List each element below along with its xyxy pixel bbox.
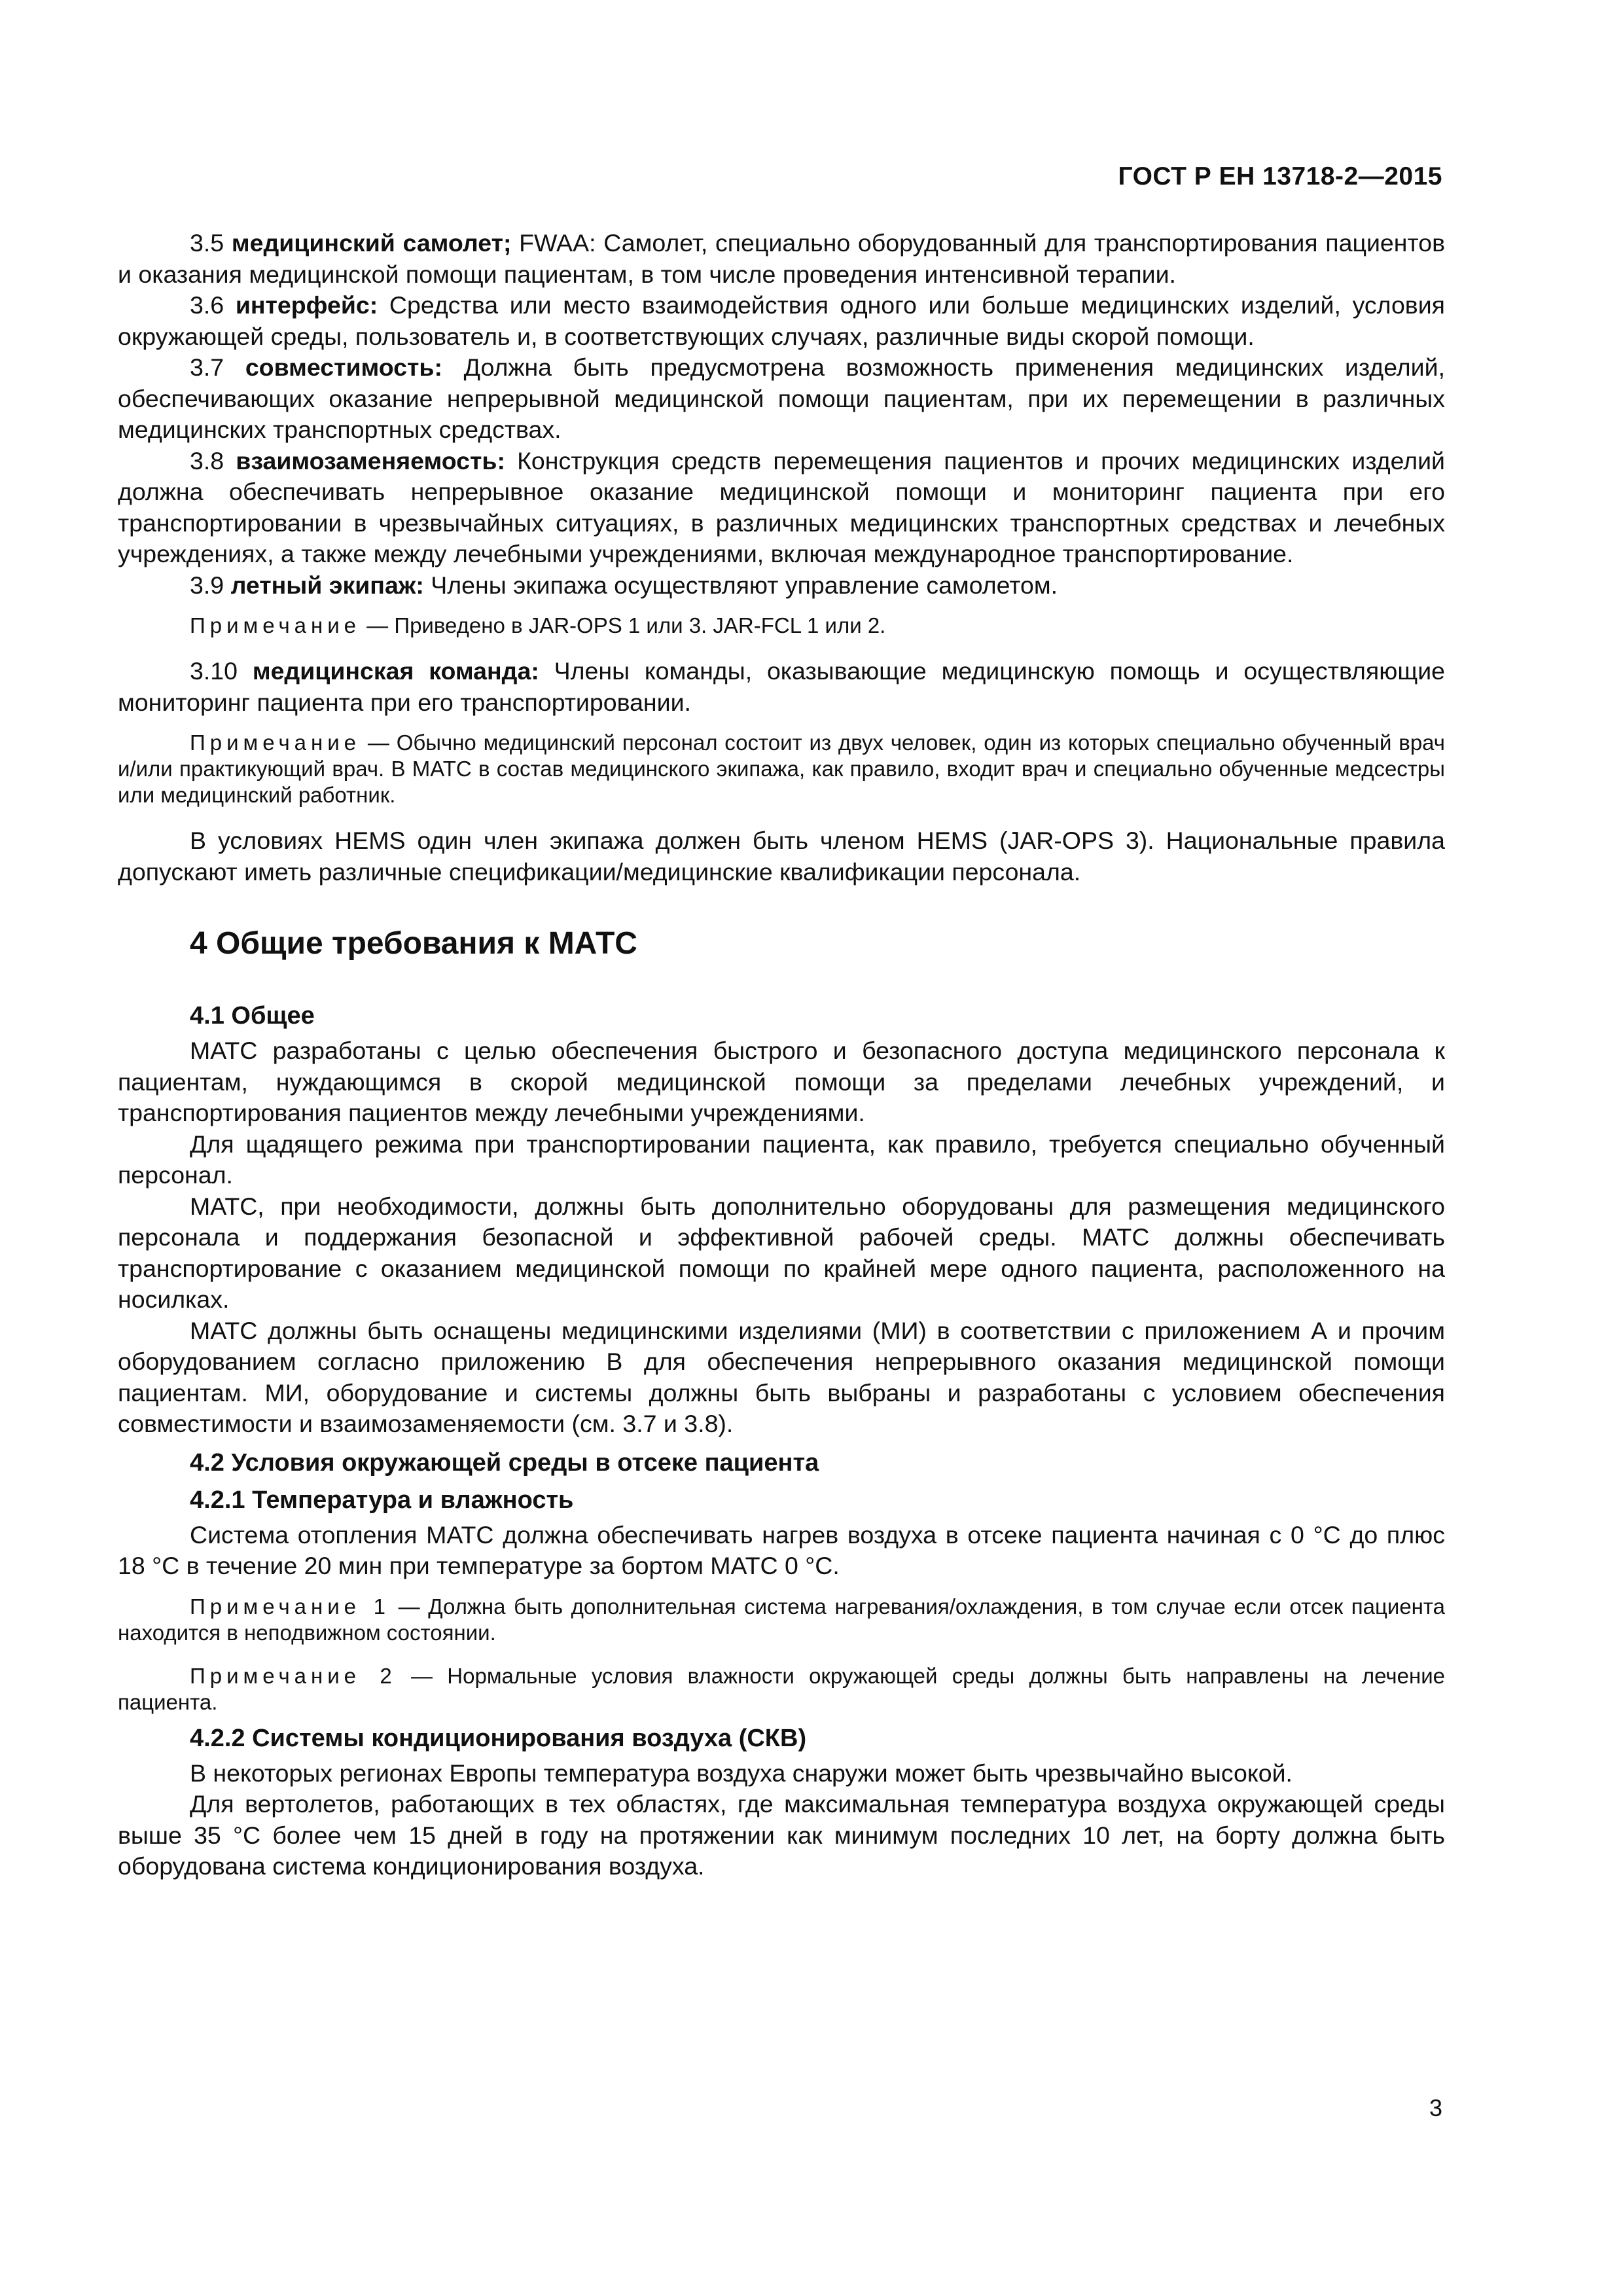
term-definition: Члены команды, оказывающие медицинскую помощь и осуществляющие мониторинг пациента при его транспортировании. [118, 657, 1445, 716]
section-4-1-title: 4.1 Общее [190, 1002, 315, 1030]
note-label: Примечание 2 [190, 1663, 397, 1688]
note-3-9 [118, 613, 1445, 639]
section-4-1-paragraph-4: МАТС должны быть оснащены медицинскими изделиями (МИ) в соответствии с приложением А и прочим оборудованием согласно приложению В для обеспечения непрерывного оказания медицинской помощи пациентам. МИ, оборудование и системы должны быть выбраны и разработаны с условием обеспечения совместимости и взаимозаменяемости (см. 3.7 и 3.8). [118, 1316, 1445, 1437]
term-definition: FWAA: Самолет, специально оборудованный для транспортирования пациентов и оказания медицинской помощи пациентам, в том числе проведения интенсивной терапии. [118, 229, 1445, 288]
term-definition: Должна быть предусмотрена возможность применения медицинских изделий, обеспечивающих оказание непрерывной медицинской помощи пациентам, при их перемещении в различных медицинских транспортных средствах. [118, 353, 1445, 443]
note-4-2-1-2 [118, 1663, 1445, 1715]
term-3-10 [118, 656, 1445, 718]
note-text: — Должна быть дополнительная система нагревания/охлаждения, в том случае если отсек пациента находится в неподвижном состоянии. [118, 1594, 1446, 1645]
term-3-9 [118, 570, 1445, 601]
section-4-2-2-paragraph-2: Для вертолетов, работающих в тех областях, где максимальная температура воздуха окружающей среды выше 35 °С более чем 15 дней в году на протяжении как минимум последних 10 лет, на борту должна быть оборудована система кондиционирования воздуха. [118, 1790, 1445, 1880]
term-3-6 [118, 290, 1445, 352]
note-3-10 [118, 730, 1445, 808]
section-4-2-1-title: 4.2.1 Температура и влажность [190, 1486, 574, 1514]
document-id-header: ГОСТ Р ЕН 13718-2—2015 [1118, 162, 1442, 190]
section-4-2-2-title: 4.2.2 Системы кондиционирования воздуха (СКВ) [190, 1724, 807, 1752]
term-number: 3.10 [190, 657, 238, 685]
section-4-1-paragraph-2: Для щадящего режима при транспортировании пациента, как правило, требуется специально обученный персонал. [118, 1130, 1445, 1189]
section-4-2-title: 4.2 Условия окружающей среды в отсеке пациента [190, 1448, 819, 1477]
document-body [118, 228, 1445, 1882]
term-definition: Члены экипажа осуществляют управление самолетом. [423, 571, 1058, 599]
term-3-7 [118, 352, 1445, 446]
section-4-2-1-paragraph-1: Система отопления МАТС должна обеспечивать нагрев воздуха в отсеке пациента начиная с 0 °С до плюс 18 °С в течение 20 мин при температуре за бортом МАТС 0 °С. [118, 1520, 1445, 1579]
note-label: Примечание 1 [190, 1594, 390, 1619]
page-number: 3 [1429, 2094, 1442, 2121]
section-4-2-2-paragraph-1: В некоторых регионах Европы температура воздуха снаружи может быть чрезвычайно высокой. [190, 1759, 1293, 1787]
note-3-10-continuation: В условиях HEMS один член экипажа должен быть членом HEMS (JAR-OPS 3). Национальные правила допускают иметь различные спецификации/медицинские квалификации персонала. [118, 827, 1445, 886]
term-definition: Конструкция средств перемещения пациентов и прочих медицинских изделий должна обеспечивать непрерывное оказание медицинской помощи и мониторинг пациента при его транспортировании в чрезвычайных ситуациях, в различных медицинских транспортных средствах и лечебных учреждениях, а также между лечебными учреждениями, включая международное транспортирование. [118, 446, 1445, 567]
section-4-1-paragraph-1: МАТС разработаны с целью обеспечения быстрого и безопасного доступа медицинского персонала к пациентам, нуждающимся в скорой медицинской помощи за пределами лечебных учреждений, и транспортирования пациентов между лечебными учреждениями. [118, 1037, 1445, 1126]
term-definition: Средства или место взаимодействия одного или больше медицинских изделий, условия окружающей среды, пользователь и, в соответствующих случаях, различные виды скорой помощи. [118, 291, 1445, 350]
term-name: совместимость: [245, 353, 442, 381]
term-number: 3.7 [190, 353, 224, 381]
note-label: Примечание [190, 613, 361, 637]
note-label: Примечание [190, 730, 361, 755]
section-4-1-paragraph-3: МАТС, при необходимости, должны быть дополнительно оборудованы для размещения медицинского персонала и поддержания безопасной и эффективной рабочей среды. МАТС должны обеспечивать транспортирование с оказанием медицинской помощи по крайней мере одного пациента, расположенного на носилках. [118, 1192, 1445, 1313]
term-name: интерфейс: [235, 291, 378, 319]
term-3-8 [118, 446, 1445, 570]
note-text: — Приведено в JAR-OPS 1 или 3. JAR-FCL 1 или 2. [361, 613, 886, 637]
term-number: 3.9 [190, 571, 224, 599]
term-name: летный экипаж: [230, 571, 424, 599]
term-name: взаимозаменяемость: [236, 446, 505, 475]
term-number: 3.5 [190, 229, 224, 257]
term-number: 3.8 [190, 446, 224, 475]
note-text: — Обычно медицинский персонал состоит из двух человек, один из которых специально обученный врач и/или практикующий врач. В МАТС в состав медицинского экипажа, как правило, входит врач и специально обученные медсестры или медицинский работник. [118, 730, 1445, 807]
section-4-title: 4 Общие требования к МАТС [190, 926, 637, 961]
note-text: — Нормальные условия влажности окружающей среды должны быть направлены на лечение пациента. [118, 1663, 1445, 1714]
term-name: медицинский самолет; [231, 229, 512, 257]
note-4-2-1-1 [118, 1594, 1445, 1646]
term-name: медицинская команда: [252, 657, 539, 685]
term-number: 3.6 [190, 291, 224, 319]
term-3-5 [118, 228, 1445, 290]
